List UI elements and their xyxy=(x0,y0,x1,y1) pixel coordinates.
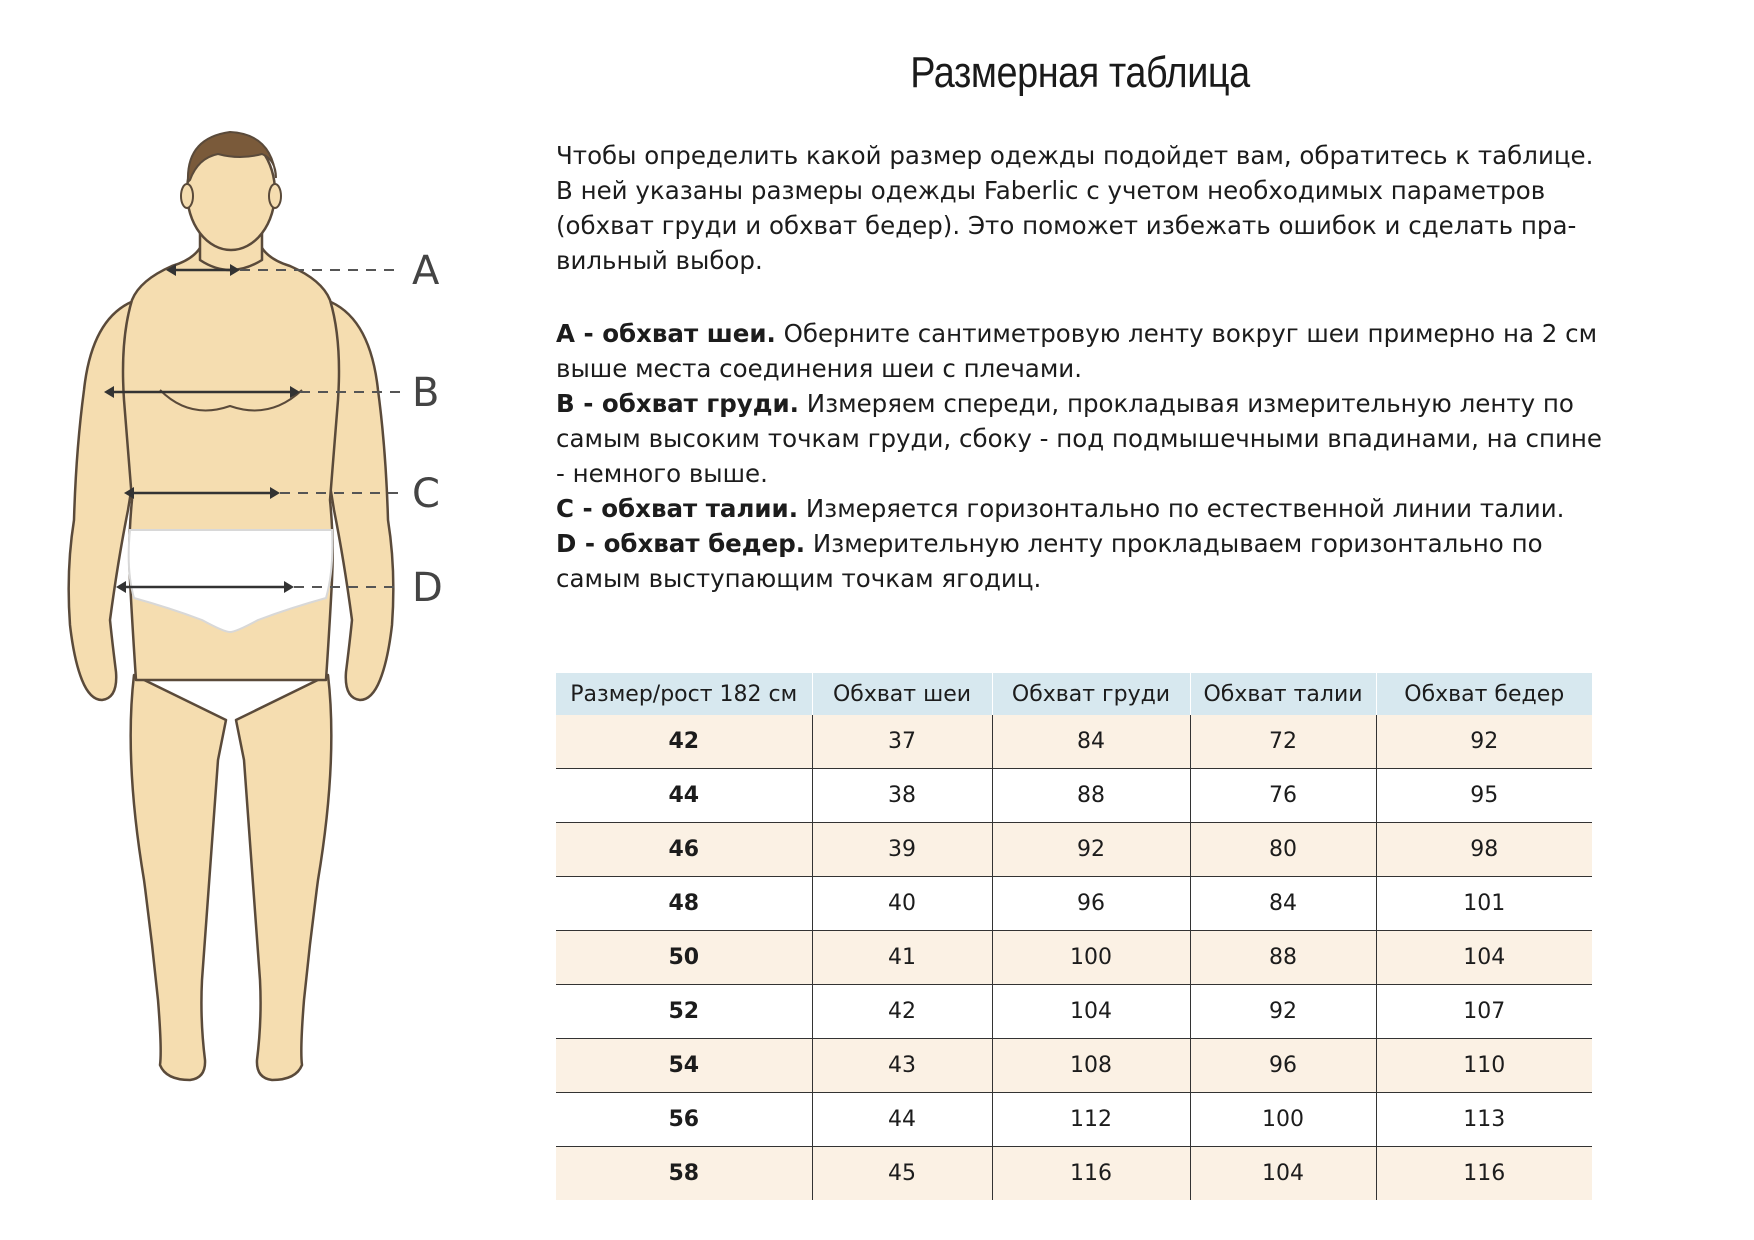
size-cell: 52 xyxy=(556,985,812,1039)
waist-cell: 80 xyxy=(1190,823,1376,877)
intro-line: (обхват груди и обхват бедер). Это поможет избежать ошибок и сделать пра- xyxy=(556,211,1577,240)
left-leg xyxy=(131,675,226,1080)
header-chest: Обхват груди xyxy=(992,673,1190,715)
neck-cell: 38 xyxy=(812,769,992,823)
definition-c xyxy=(556,491,1616,526)
definition-text: Измерительную ленту прокладываем горизонтально по самым выступающим точкам ягодиц. xyxy=(556,529,1543,593)
table-row xyxy=(556,931,1592,985)
definition-text: Оберните сантиметровую ленту вокруг шеи примерно на 2 см выше места соединения шеи с плечами. xyxy=(556,319,1598,383)
header-neck: Обхват шеи xyxy=(812,673,992,715)
neck-cell: 45 xyxy=(812,1147,992,1201)
neck-cell: 37 xyxy=(812,715,992,769)
chest-cell: 88 xyxy=(992,769,1190,823)
label-a: A xyxy=(412,248,440,294)
hips-cell: 104 xyxy=(1376,931,1592,985)
label-d: D xyxy=(412,565,443,611)
hips-cell: 98 xyxy=(1376,823,1592,877)
table-row xyxy=(556,715,1592,769)
chest-cell: 92 xyxy=(992,823,1190,877)
table-row xyxy=(556,1147,1592,1201)
waist-cell: 104 xyxy=(1190,1147,1376,1201)
size-table xyxy=(556,673,1592,1200)
definition-d xyxy=(556,526,1616,596)
chest-cell: 96 xyxy=(992,877,1190,931)
waist-cell: 72 xyxy=(1190,715,1376,769)
table-row xyxy=(556,823,1592,877)
header-size: Размер/рост 182 см xyxy=(556,673,812,715)
chest-cell: 100 xyxy=(992,931,1190,985)
waist-cell: 88 xyxy=(1190,931,1376,985)
hips-cell: 110 xyxy=(1376,1039,1592,1093)
neck-cell: 39 xyxy=(812,823,992,877)
intro-paragraph xyxy=(556,138,1616,278)
hips-cell: 101 xyxy=(1376,877,1592,931)
neck-cell: 40 xyxy=(812,877,992,931)
size-cell: 48 xyxy=(556,877,812,931)
table-row xyxy=(556,877,1592,931)
intro-line: вильный выбор. xyxy=(556,246,763,275)
size-cell: 42 xyxy=(556,715,812,769)
hips-cell: 95 xyxy=(1376,769,1592,823)
waist-cell: 96 xyxy=(1190,1039,1376,1093)
size-cell: 44 xyxy=(556,769,812,823)
table-row xyxy=(556,1093,1592,1147)
table-header-row xyxy=(556,673,1592,715)
size-cell: 46 xyxy=(556,823,812,877)
waist-cell: 84 xyxy=(1190,877,1376,931)
neck-cell: 41 xyxy=(812,931,992,985)
table-row xyxy=(556,769,1592,823)
intro-line: Чтобы определить какой размер одежды подойдет вам, обратитесь к таблице. xyxy=(556,141,1594,170)
header-waist: Обхват талии xyxy=(1190,673,1376,715)
chest-cell: 84 xyxy=(992,715,1190,769)
chest-cell: 108 xyxy=(992,1039,1190,1093)
hips-cell: 116 xyxy=(1376,1147,1592,1201)
chest-cell: 112 xyxy=(992,1093,1190,1147)
right-leg xyxy=(236,675,331,1080)
hips-cell: 92 xyxy=(1376,715,1592,769)
definition-a xyxy=(556,316,1616,386)
measurement-definitions xyxy=(556,316,1616,596)
definition-term: C - обхват талии. xyxy=(556,494,799,523)
hips-cell: 113 xyxy=(1376,1093,1592,1147)
waist-cell: 76 xyxy=(1190,769,1376,823)
waist-cell: 100 xyxy=(1190,1093,1376,1147)
definition-b xyxy=(556,386,1616,491)
definition-text: Измеряем спереди, прокладывая измерительную ленту по самым высоким точкам груди, сбоку - под подмышечными впадинами, на спине - немного выше. xyxy=(556,389,1602,488)
definition-term: B - обхват груди. xyxy=(556,389,799,418)
label-b: B xyxy=(412,370,440,416)
chest-cell: 116 xyxy=(992,1147,1190,1201)
size-cell: 54 xyxy=(556,1039,812,1093)
waist-cell: 92 xyxy=(1190,985,1376,1039)
definition-term: A - обхват шеи. xyxy=(556,319,776,348)
hips-cell: 107 xyxy=(1376,985,1592,1039)
intro-line: В ней указаны размеры одежды Faberlic с учетом необходимых параметров xyxy=(556,176,1546,205)
definition-term: D - обхват бедер. xyxy=(556,529,806,558)
neck-cell: 44 xyxy=(812,1093,992,1147)
label-c: C xyxy=(412,471,440,517)
table-row xyxy=(556,1039,1592,1093)
page-title: Размерная таблица xyxy=(910,48,1250,97)
header-hips: Обхват бедер xyxy=(1376,673,1592,715)
neck-cell: 43 xyxy=(812,1039,992,1093)
chest-cell: 104 xyxy=(992,985,1190,1039)
size-cell: 58 xyxy=(556,1147,812,1201)
definition-text: Измеряется горизонтально по естественной линии талии. xyxy=(798,494,1565,523)
body-measurement-figure xyxy=(40,120,520,1200)
size-cell: 50 xyxy=(556,931,812,985)
size-cell: 56 xyxy=(556,1093,812,1147)
table-row xyxy=(556,985,1592,1039)
neck-cell: 42 xyxy=(812,985,992,1039)
